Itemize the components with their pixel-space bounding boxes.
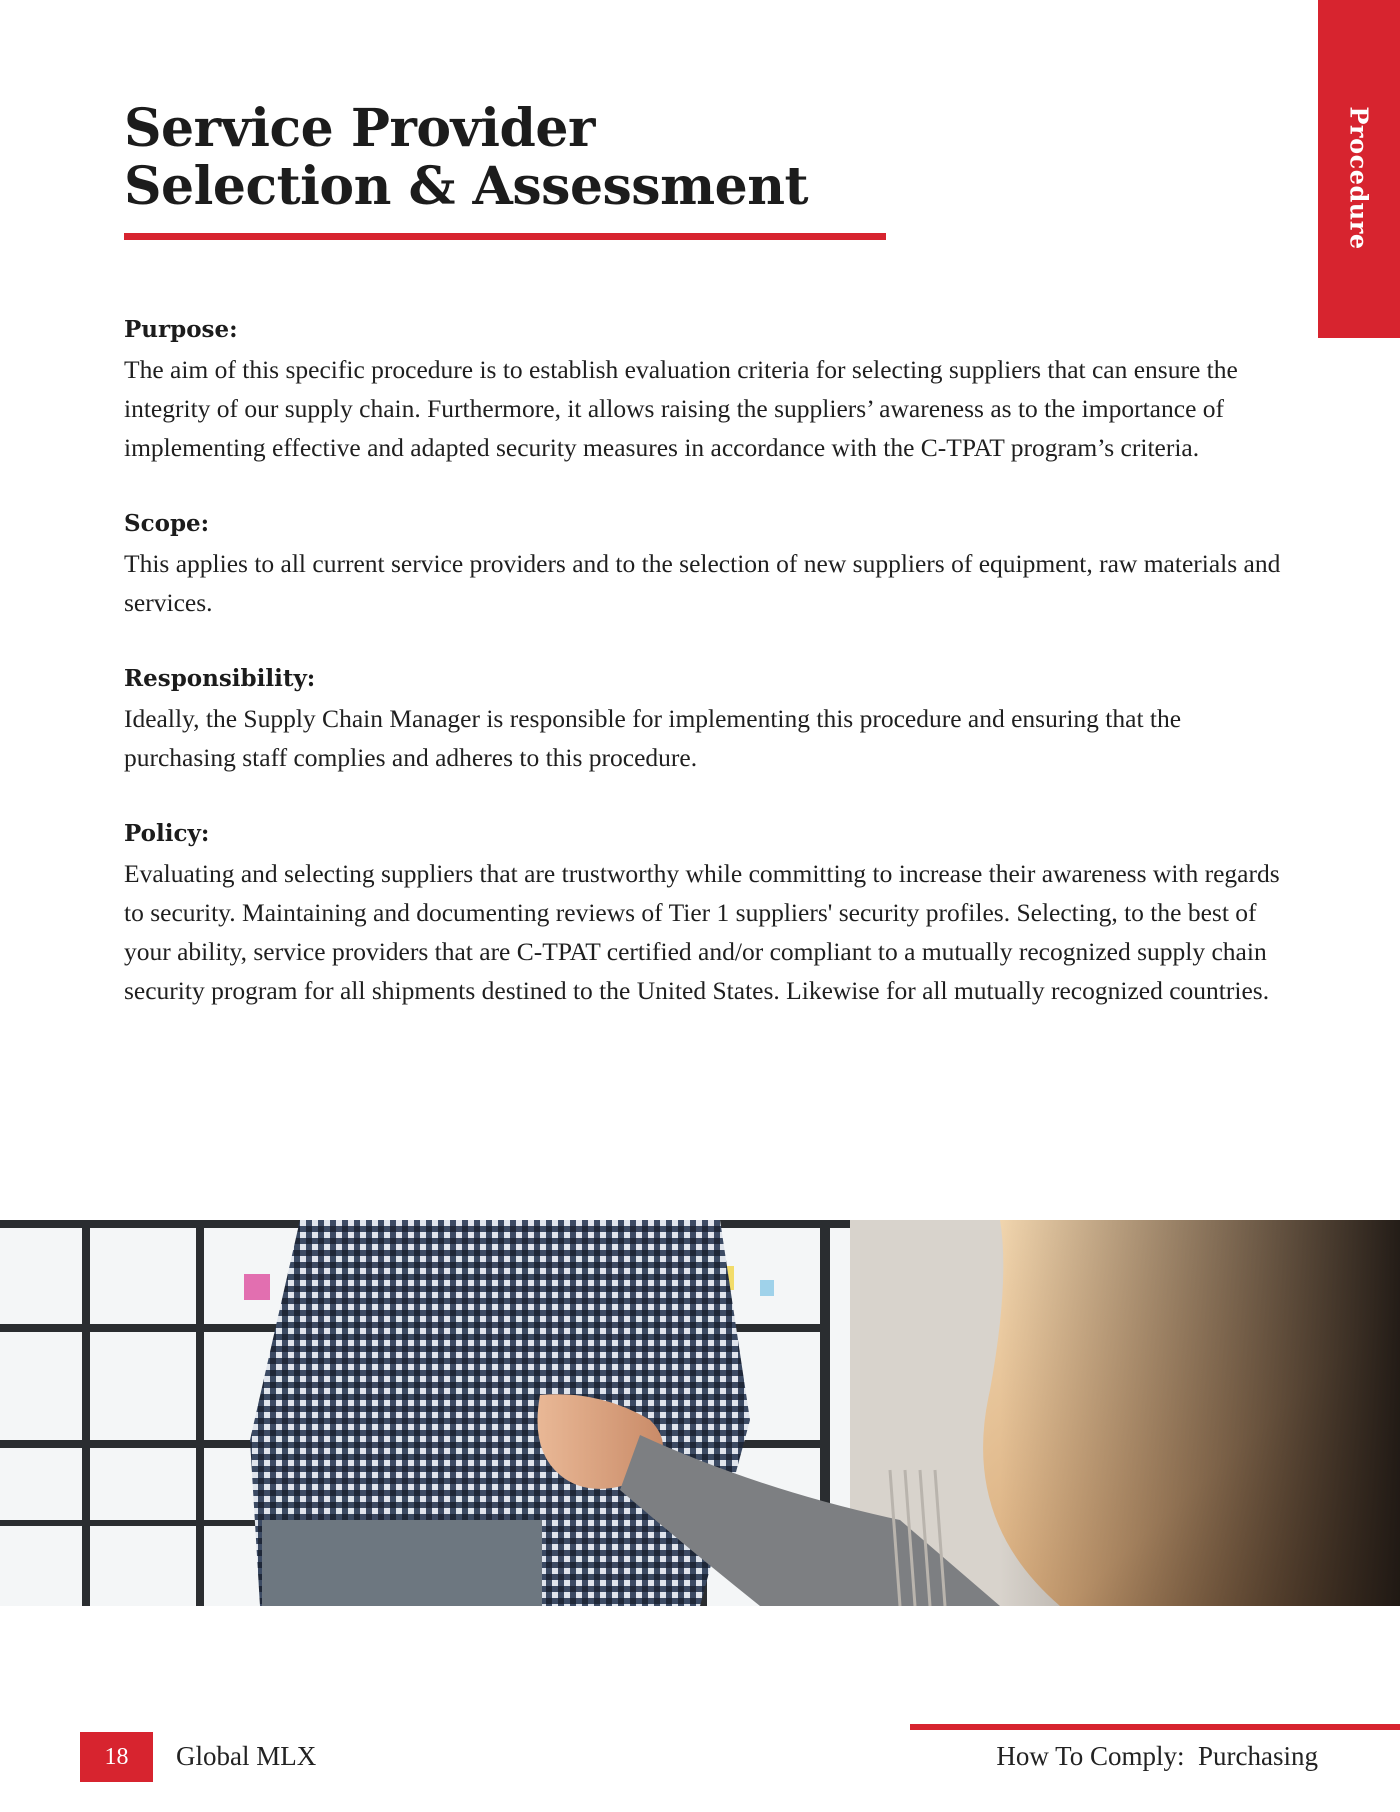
scope-section xyxy=(124,506,1294,622)
section-side-tab xyxy=(1318,0,1400,338)
policy-heading: Policy: xyxy=(124,820,210,847)
page-title-line-2: Selection & Assessment xyxy=(124,156,809,217)
policy-text: Evaluating and selecting suppliers that are trustworthy while committing to increase their awareness with regards to security. Maintaining and documenting reviews of Tier 1 suppliers' security profiles. Selecting, to the best of your ability, service providers that are C-TPAT certified and/or compliant to a mutually recognized supply chain security program for all shipments destined to the United States. Likewise for all mutually recognized countries. xyxy=(124,859,1280,1005)
page-title xyxy=(124,100,808,216)
scope-heading: Scope: xyxy=(124,510,210,537)
responsibility-heading: Responsibility: xyxy=(124,665,316,692)
purpose-section xyxy=(124,312,1294,467)
footer-company-name: Global MLX xyxy=(176,1741,317,1771)
responsibility-section xyxy=(124,661,1294,777)
page-title-line-1: Service Provider xyxy=(124,98,595,159)
policy-section xyxy=(124,816,1294,1010)
document-body xyxy=(124,312,1294,1049)
page-number: 18 xyxy=(80,1732,153,1782)
title-underline xyxy=(124,233,886,240)
handshake-photo xyxy=(0,1220,1400,1606)
footer-rule xyxy=(910,1724,1400,1730)
purpose-text: The aim of this specific procedure is to establish evaluation criteria for selecting suppliers that can ensure the integrity of our supply chain. Furthermore, it allows raising the suppliers’ awareness as to the importance of implementing effective and adapted security measures in accordance with the C-TPAT program’s criteria. xyxy=(124,355,1238,462)
scope-text: This applies to all current service providers and to the selection of new suppliers of equipment, raw materials and services. xyxy=(124,549,1281,617)
side-tab-label: Procedure xyxy=(1344,106,1374,250)
purpose-heading: Purpose: xyxy=(124,316,238,343)
responsibility-text: Ideally, the Supply Chain Manager is responsible for implementing this procedure and ensuring that the purchasing staff complies and adheres to this procedure. xyxy=(124,704,1182,772)
footer-guide-title: How To Comply: Purchasing xyxy=(996,1741,1318,1771)
